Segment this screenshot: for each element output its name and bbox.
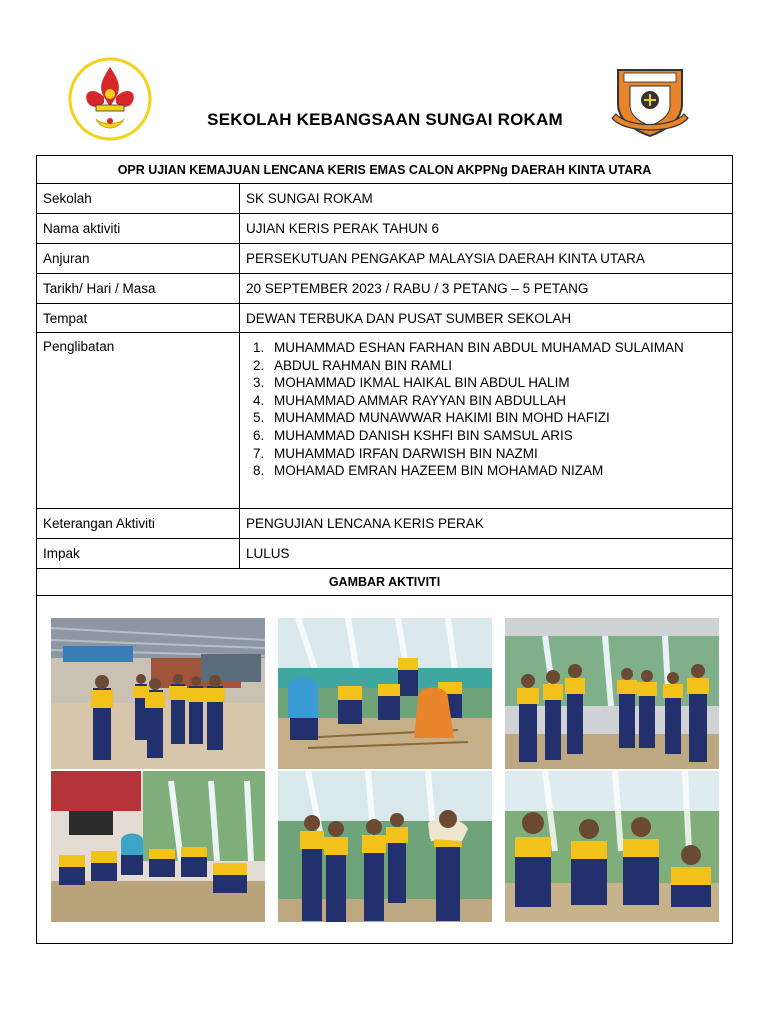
activity-photo-6 — [505, 771, 719, 922]
activity-photo-5 — [278, 771, 492, 922]
row-nama-aktiviti — [37, 214, 733, 244]
row-impak — [37, 539, 733, 569]
row-tempat — [37, 304, 733, 333]
label-tempat: Tempat — [37, 304, 240, 333]
label-keterangan: Keterangan Aktiviti — [37, 509, 240, 539]
value-impak: LULUS — [240, 539, 733, 569]
report-title: OPR UJIAN KEMAJUAN LENCANA KERIS EMAS CALON AKPPNg DAERAH KINTA UTARA — [37, 156, 733, 184]
activity-photo-1 — [51, 618, 265, 769]
label-impak: Impak — [37, 539, 240, 569]
row-anjuran — [37, 244, 733, 274]
photo-section — [37, 596, 733, 944]
row-penglibatan — [37, 333, 733, 509]
value-anjuran: PERSEKUTUAN PENGAKAP MALAYSIA DAERAH KINTA UTARA — [240, 244, 733, 274]
participant-item: 2. ABDUL RAHMAN BIN RAMLI — [268, 357, 726, 375]
participant-list — [246, 339, 726, 480]
pengakap-logo-icon — [68, 57, 152, 143]
value-tarikh: 20 SEPTEMBER 2023 / RABU / 3 PETANG – 5 PETANG — [240, 274, 733, 304]
value-penglibatan — [240, 333, 733, 509]
participant-item: 1. MUHAMMAD ESHAN FARHAN BIN ABDUL MUHAMAD SULAIMAN — [268, 339, 726, 357]
gambar-aktiviti-heading: GAMBAR AKTIVITI — [37, 569, 733, 596]
value-nama-aktiviti: UJIAN KERIS PERAK TAHUN 6 — [240, 214, 733, 244]
activity-photo-3 — [505, 618, 719, 769]
photo-grid — [45, 618, 717, 922]
value-keterangan: PENGUJIAN LENCANA KERIS PERAK — [240, 509, 733, 539]
row-sekolah — [37, 184, 733, 214]
row-tarikh — [37, 274, 733, 304]
participant-item: 4. MUHAMMAD AMMAR RAYYAN BIN ABDULLAH — [268, 392, 726, 410]
school-name-heading: SEKOLAH KEBANGSAAN SUNGAI ROKAM — [207, 110, 563, 129]
label-sekolah: Sekolah — [37, 184, 240, 214]
participant-item: 6. MUHAMMAD DANISH KSHFI BIN SAMSUL ARIS — [268, 427, 726, 445]
activity-photo-2 — [278, 618, 492, 769]
participant-item: 8. MOHAMAD EMRAN HAZEEM BIN MOHAMAD NIZAM — [268, 462, 726, 480]
value-sekolah: SK SUNGAI ROKAM — [240, 184, 733, 214]
participant-item: 3. MOHAMMAD IKMAL HAIKAL BIN ABDUL HALIM — [268, 374, 726, 392]
label-nama-aktiviti: Nama aktiviti — [37, 214, 240, 244]
school-crest-logo-icon — [610, 60, 690, 140]
label-penglibatan: Penglibatan — [37, 333, 240, 509]
opr-report-table — [36, 155, 733, 944]
value-tempat: DEWAN TERBUKA DAN PUSAT SUMBER SEKOLAH — [240, 304, 733, 333]
participant-item: 5. MUHAMMAD MUNAWWAR HAKIMI BIN MOHD HAFIZI — [268, 409, 726, 427]
label-anjuran: Anjuran — [37, 244, 240, 274]
participant-item: 7. MUHAMMAD IRFAN DARWISH BIN NAZMI — [268, 445, 726, 463]
row-keterangan — [37, 509, 733, 539]
activity-photo-4 — [51, 771, 265, 922]
label-tarikh: Tarikh/ Hari / Masa — [37, 274, 240, 304]
